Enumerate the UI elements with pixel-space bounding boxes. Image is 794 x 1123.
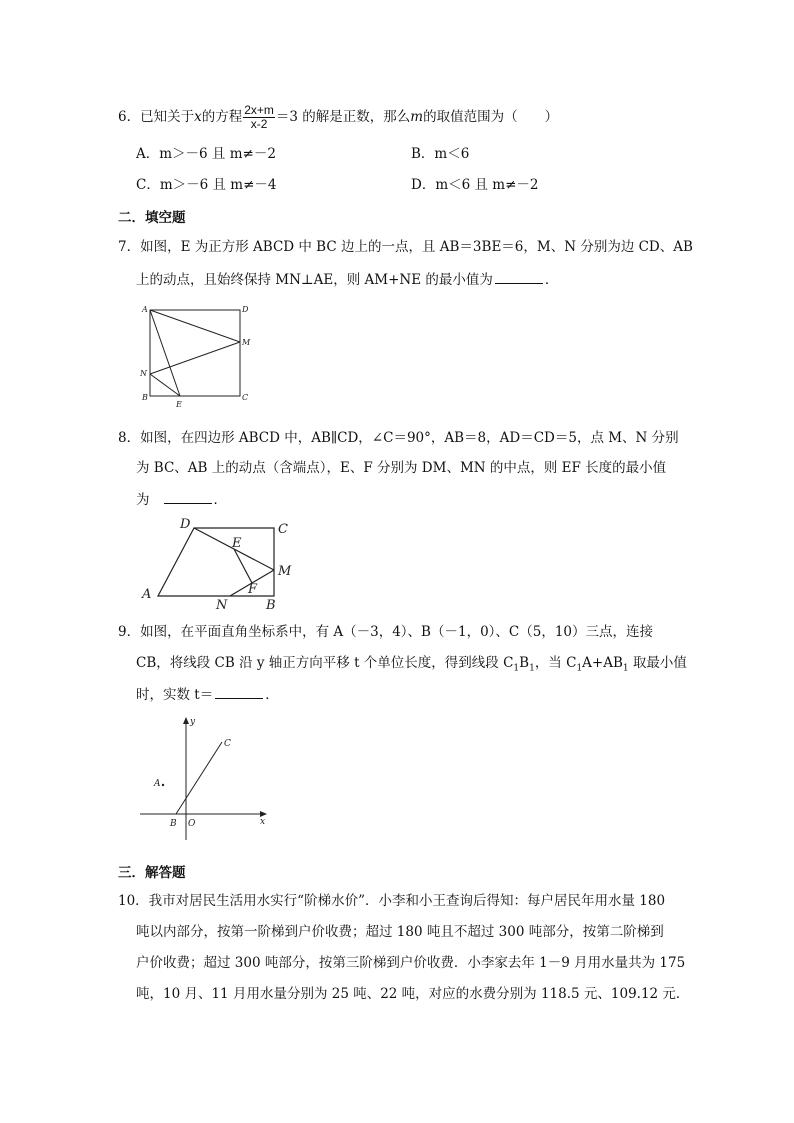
q8-label-c: C: [278, 522, 288, 537]
q7-seg-ne: [150, 374, 180, 396]
q8-label-f: F: [248, 582, 258, 597]
q9-figure: [136, 712, 276, 844]
q6-option-c: C．m＞－6 且 m≠－4: [136, 177, 277, 193]
q6-fraction: $\frac{2x+m}{x-2}$: [244, 103, 274, 131]
q6-option-d: D．m＜6 且 m≠－2: [411, 177, 539, 193]
q8-label-e: E: [232, 536, 242, 551]
answer-blank: [164, 489, 212, 504]
q7-label-d: D: [242, 305, 249, 314]
q7-seg-ae: [150, 310, 180, 396]
section-answer-title: 三．解答题: [118, 865, 186, 881]
q6-stem: 6．已知关于x的方程 $\frac{2x+m}{x-2}$ ＝3 的解是正数，那么m的取值范围为（ ）: [118, 103, 559, 131]
q7-label-b: B: [142, 393, 148, 402]
q9-label-a: A: [154, 779, 161, 789]
q8-label-a: A: [142, 587, 152, 602]
q7-label-a: A: [142, 305, 148, 314]
q9-label-x: x: [260, 817, 266, 827]
q9-point-a: [162, 784, 164, 786]
q7-figure: [138, 300, 258, 412]
q7-seg-nm: [150, 342, 240, 374]
q7-seg-am: [150, 310, 240, 342]
q9-label-o: O: [188, 819, 196, 829]
q8-label-n: N: [216, 598, 228, 613]
q9-line1: 9．如图，在平面直角坐标系中，有 A（－3，4）、B（－1，0）、C（5，10）三点，连接: [118, 624, 654, 640]
q9-label-c: C: [224, 739, 231, 749]
q7-line2: 上的动点，且始终保持 MN⊥AE，则 AM+NE 的最小值为 ．: [136, 269, 558, 290]
section-fill-in-title: 二．填空题: [118, 210, 186, 226]
q10-line4: 吨，10 月、11 月用水量分别为 25 吨、22 吨，对应的水费分别为 118.5 元、109.12 元．: [136, 986, 690, 1002]
answer-blank: [495, 269, 543, 284]
q7-label-n: N: [140, 369, 147, 378]
q6-option-a: A．m＞－6 且 m≠－2: [136, 146, 276, 162]
q8-line2: 为 BC、AB 上的动点（含端点），E、F 分别为 DM、MN 的中点，则 EF 长度的最小值: [136, 460, 667, 476]
q10-line3: 户价收费；超过 300 吨部分，按第三阶梯到户价收费．小李家去年 1－9 月用水量共为 175: [136, 955, 686, 971]
q8-label-b: B: [266, 598, 276, 613]
q8-label-d: D: [180, 517, 191, 532]
q7-label-m: M: [242, 338, 251, 347]
answer-blank: [215, 684, 263, 699]
q8-figure: [138, 514, 308, 614]
q7-label-e: E: [176, 400, 182, 409]
q9-line2: CB，将线段 CB 沿 y 轴正方向平移 t 个单位长度，得到线段 $C_1B_1$，当 $C_1A+AB_1$ 取最小值: [136, 655, 687, 674]
q10-line2: 吨以内部分，按第一阶梯到户价收费；超过 180 吨且不超过 300 吨部分，按第二阶梯到: [136, 924, 664, 940]
q7-label-c: C: [242, 393, 249, 402]
q8-line1: 8．如图，在四边形 ABCD 中，AB∥CD，∠C＝90°，AB＝8，AD＝CD＝5，点 M、N 分别: [118, 430, 679, 446]
q7-square: [150, 310, 240, 396]
q10-line1: 10．我市对居民生活用水实行“阶梯水价”．小李和小王查询后得知：每户居民年用水量 180: [118, 893, 666, 909]
q8-line3: 为 ．: [136, 489, 227, 510]
q6-option-b: B．m＜6: [411, 146, 470, 162]
q9-line3: 时，实数 t＝ ．: [136, 684, 279, 705]
q7-line1: 7．如图，E 为正方形 ABCD 中 BC 边上的一点，且 AB＝3BE＝6，M、N 分别为边 CD、AB: [118, 239, 693, 255]
q9-label-y: y: [190, 717, 196, 727]
q9-seg-cb: [176, 742, 222, 814]
q8-label-m: M: [278, 564, 292, 579]
q9-label-b: B: [170, 819, 177, 829]
